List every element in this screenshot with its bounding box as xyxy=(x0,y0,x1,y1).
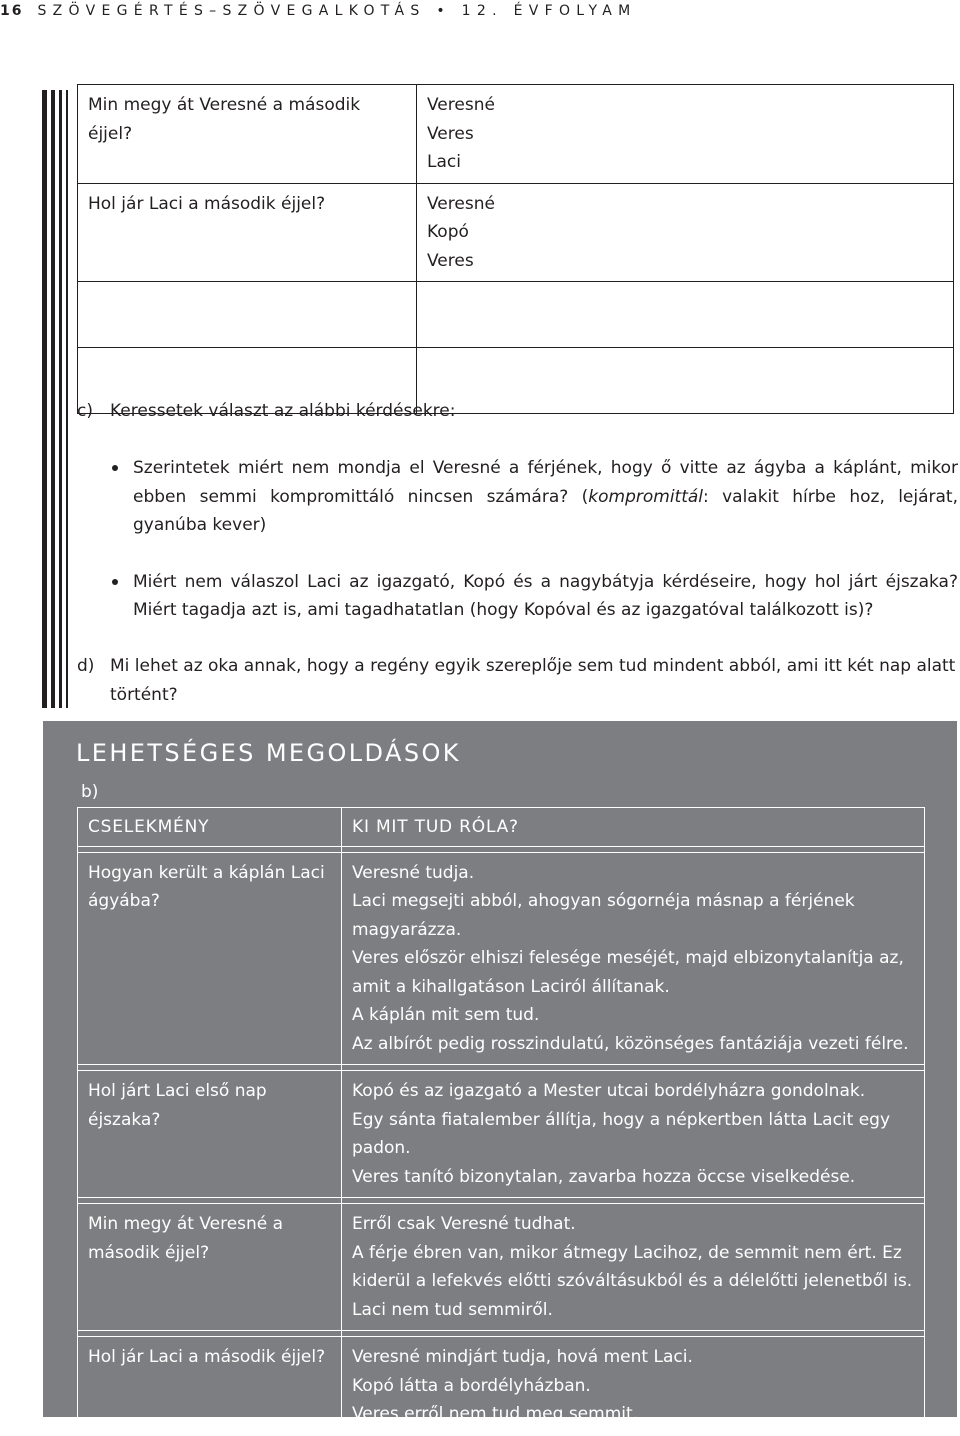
definition-term: kompromittál xyxy=(588,486,704,507)
question-cell: Hol jár Laci a második éjjel? xyxy=(78,1337,342,1436)
list-item xyxy=(110,568,958,625)
page-header xyxy=(0,0,960,22)
table-row xyxy=(78,852,925,1065)
answer-cell xyxy=(342,852,925,1065)
solutions-sub-label: b) xyxy=(81,782,99,802)
answer-line: A káplán mit sem tud. xyxy=(352,1005,540,1025)
answer-cell xyxy=(417,85,954,184)
table-row xyxy=(78,1071,925,1198)
answer-line: Veresné mindjárt tudja, hová ment Laci. xyxy=(352,1347,693,1367)
table-row xyxy=(78,183,954,282)
bullet-list xyxy=(110,454,958,625)
answer-line: Veres xyxy=(427,250,474,271)
table-row xyxy=(78,85,954,184)
definition-text: : valakit hírbe hoz, lejárat, gyanúba kever) xyxy=(133,486,959,535)
answer-line: Kopó és az igazgató a Mester utcai bordélyházra gondolnak. xyxy=(352,1081,866,1101)
answer-line: Veresné xyxy=(427,95,495,115)
answer-cell xyxy=(342,1071,925,1198)
section-label: c) xyxy=(77,401,93,421)
answer-cell xyxy=(342,1337,925,1436)
answer-line: A férje ébren van, mikor átmegy Lacihoz, de semmit nem ért. Ez kiderül a lefekvés előtti szóváltásukból és a délelőtti jelenetből is. xyxy=(352,1242,913,1291)
answer-line: Veresné xyxy=(427,193,495,214)
bullet-text: Szerintetek miért nem mondja el Veresné a férjének, hogy ő vitte az ágyba a káplánt, mikor ebben semmi kompromittáló nincsen számára? ( xyxy=(133,458,958,507)
answer-line: Veres először elhiszi felesége meséjét, majd elbizonytalanítja az, amit a kihallgatáson Laciról állítanak. xyxy=(352,948,904,997)
answer-line: Laci xyxy=(427,152,461,172)
answer-line: Veres tanító bizonytalan, zavarba hozza öccse viselkedése. xyxy=(352,1166,856,1187)
exercise-table xyxy=(77,84,954,414)
solutions-box xyxy=(43,721,957,1424)
answer-line: Veres erről nem tud meg semmit. xyxy=(352,1404,639,1424)
table-row xyxy=(78,1204,925,1331)
answer-cell xyxy=(342,1204,925,1331)
section-d xyxy=(77,652,957,709)
answer-line: Egy sánta fiatalember állítja, hogy a népkertben látta Lacit egy padon. xyxy=(352,1109,891,1158)
answer-line: Veresné tudja. xyxy=(352,862,475,883)
answer-cell xyxy=(417,282,954,348)
column-header: KI MIT TUD RÓLA? xyxy=(342,808,925,847)
section-label: d) xyxy=(77,656,95,676)
answer-line: Kopó látta a bordélyházban. xyxy=(352,1375,591,1396)
table-row xyxy=(78,1337,925,1436)
question-cell: Min megy át Veresné a második éjjel? xyxy=(78,1204,342,1331)
table-header-row xyxy=(78,808,925,847)
answer-line: Laci megsejti abból, ahogyan sógornéja másnap a férjének magyarázza. xyxy=(352,891,855,940)
question-cell: Hol jár Laci a második éjjel? xyxy=(78,183,417,282)
table-row-empty xyxy=(78,282,954,348)
section-c xyxy=(77,397,957,426)
answer-cell xyxy=(417,183,954,282)
answer-line: Erről csak Veresné tudhat. xyxy=(352,1214,576,1234)
question-cell: Min megy át Veresné a második éjjel? xyxy=(78,85,417,184)
answer-line: Kopó xyxy=(427,222,469,242)
answer-line: Az albírót pedig rosszindulatú, közönséges fantáziája vezeti félre. xyxy=(352,1033,909,1054)
bullet-text: Miért nem válaszol Laci az igazgató, Kopó és a nagybátyja kérdéseire, hogy hol járt éjszaka? Miért tagadja azt is, ami tagadhatatlan (hogy Kopóval és az igazgatóval találkozott is)? xyxy=(133,571,958,620)
page-number: 16 xyxy=(0,3,24,19)
list-item xyxy=(110,454,958,540)
answer-line: Laci nem tud semmiről. xyxy=(352,1299,553,1320)
bullet-icon xyxy=(112,465,118,471)
question-cell xyxy=(78,282,417,348)
solutions-table xyxy=(77,807,925,1436)
section-text: Keressetek választ az alábbi kérdésekre: xyxy=(110,401,456,421)
question-cell: Hol járt Laci első nap éjszaka? xyxy=(78,1071,342,1198)
running-title: SZÖVEGÉRTÉS–SZÖVEGALKOTÁS • 12. ÉVFOLYAM xyxy=(37,3,637,19)
bullet-icon xyxy=(112,579,118,585)
answer-line: Veres xyxy=(427,123,474,144)
section-text: Mi lehet az oka annak, hogy a regény egyik szereplője sem tud mindent abból, ami itt két nap alatt történt? xyxy=(110,656,956,705)
question-cell: Hogyan került a káplán Laci ágyába? xyxy=(78,852,342,1065)
column-header: CSELEKMÉNY xyxy=(78,808,342,847)
solutions-title: LEHETSÉGES MEGOLDÁSOK xyxy=(76,739,461,767)
